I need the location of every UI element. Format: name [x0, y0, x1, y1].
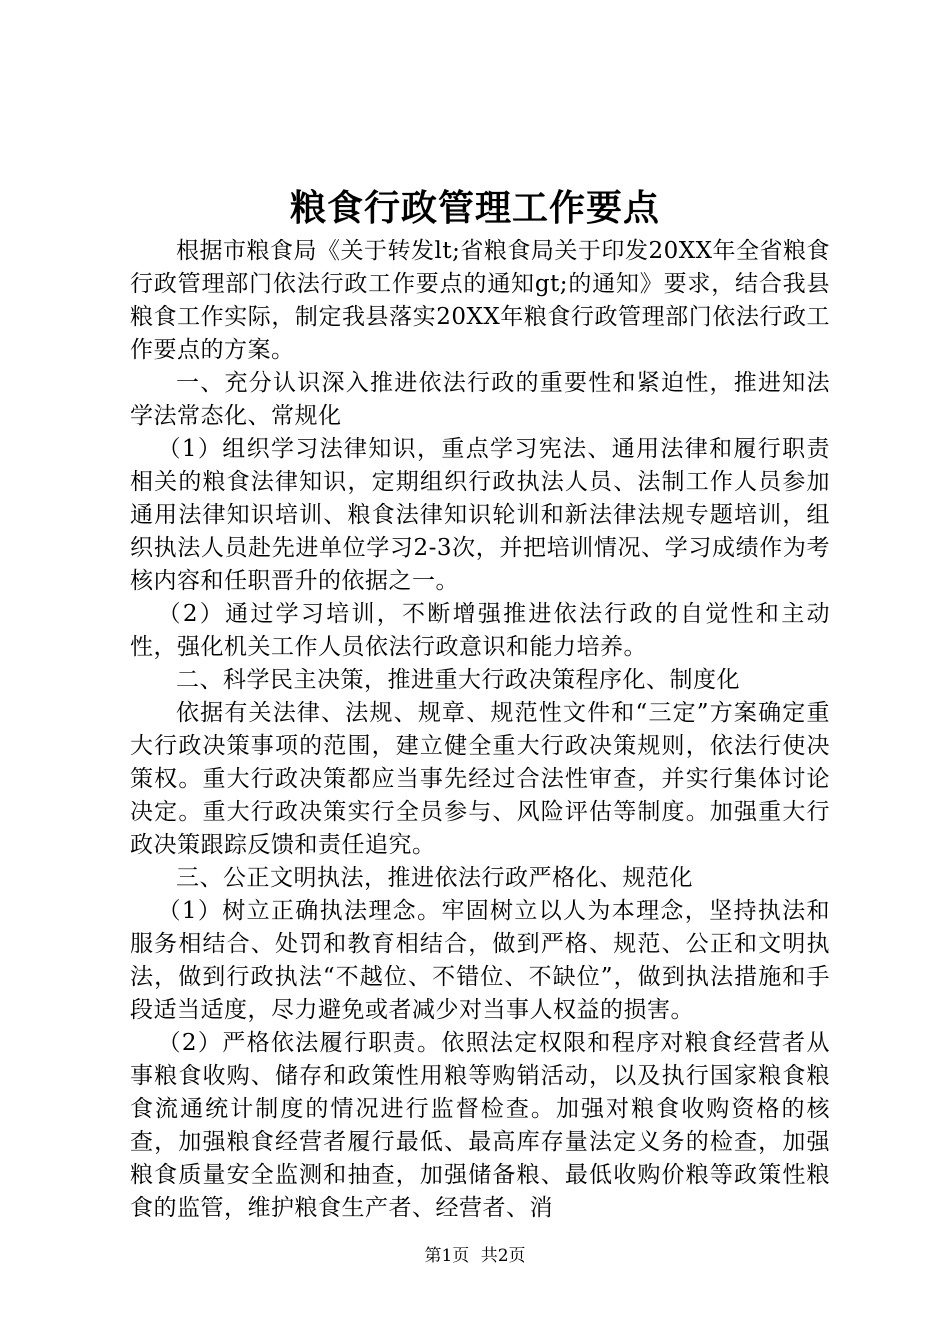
page-footer — [0, 1245, 950, 1267]
section-heading-2: 二、科学民主决策，推进重大行政决策程序化、制度化 — [176, 667, 740, 693]
section-heading-3: 三、公正文明执法，推进依法行政严格化、规范化 — [176, 865, 693, 891]
page-number: 第1页 — [424, 1246, 470, 1266]
paragraph-1-1: （1）组织学习法律知识，重点学习宪法、通用法律和履行职责相关的粮食法律知识，定期组织行政执法人员、法制工作人员参加通用法律知识培训、粮食法律知识轮训和新法律法规专题培训，组织执法人员赴先进单位学习2-3次，并把培训情况、学习成绩作为考核内容和任职晋升的依据之一。 — [130, 436, 830, 594]
paragraph-3-1: （1）树立正确执法理念。牢固树立以人为本理念，坚持执法和服务相结合、处罚和教育相结合，做到严格、规范、公正和文明执法，做到行政执法“不越位、不错位、不缺位”，做到执法措施和手段适当适度，尽力避免或者减少对当事人权益的损害。 — [130, 898, 830, 1023]
page-title: 粮食行政管理工作要点 — [289, 187, 660, 229]
paragraph-2: 依据有关法律、法规、规章、规范性文件和“三定”方案确定重大行政决策事项的范围，建立健全重大行政决策规则，依法行使决策权。重大行政决策都应当事先经过合法性审查，并实行集体讨论决定。重大行政决策实行全员参与、风险评估等制度。加强重大行政决策跟踪反馈和责任追究。 — [130, 700, 830, 858]
document-body — [130, 235, 830, 1225]
section-heading-1: 一、充分认识深入推进依法行政的重要性和紧迫性，推进知法学法常态化、常规化 — [130, 370, 830, 429]
page-total: 共2页 — [480, 1246, 526, 1266]
paragraph-1-2: （2）通过学习培训，不断增强推进依法行政的自觉性和主动性，强化机关工作人员依法行政意识和能力培养。 — [130, 601, 830, 660]
paragraph-3-2: （2）严格依法履行职责。依照法定权限和程序对粮食经营者从事粮食收购、储存和政策性用粮等购销活动，以及执行国家粮食粮食流通统计制度的情况进行监督检查。加强对粮食收购资格的核查，加强粮食经营者履行最低、最高库存量法定义务的检查，加强粮食质量安全监测和抽查，加强储备粮、最低收购价粮等政策性粮食的监管，维护粮食生产者、经营者、消 — [130, 1030, 830, 1221]
paragraph-intro: 根据市粮食局《关于转发lt;省粮食局关于印发20XX年全省粮食行政管理部门依法行政工作要点的通知gt;的通知》要求，结合我县粮食工作实际，制定我县落实20XX年粮食行政管理部门依法行政工作要点的方案。 — [130, 238, 830, 363]
